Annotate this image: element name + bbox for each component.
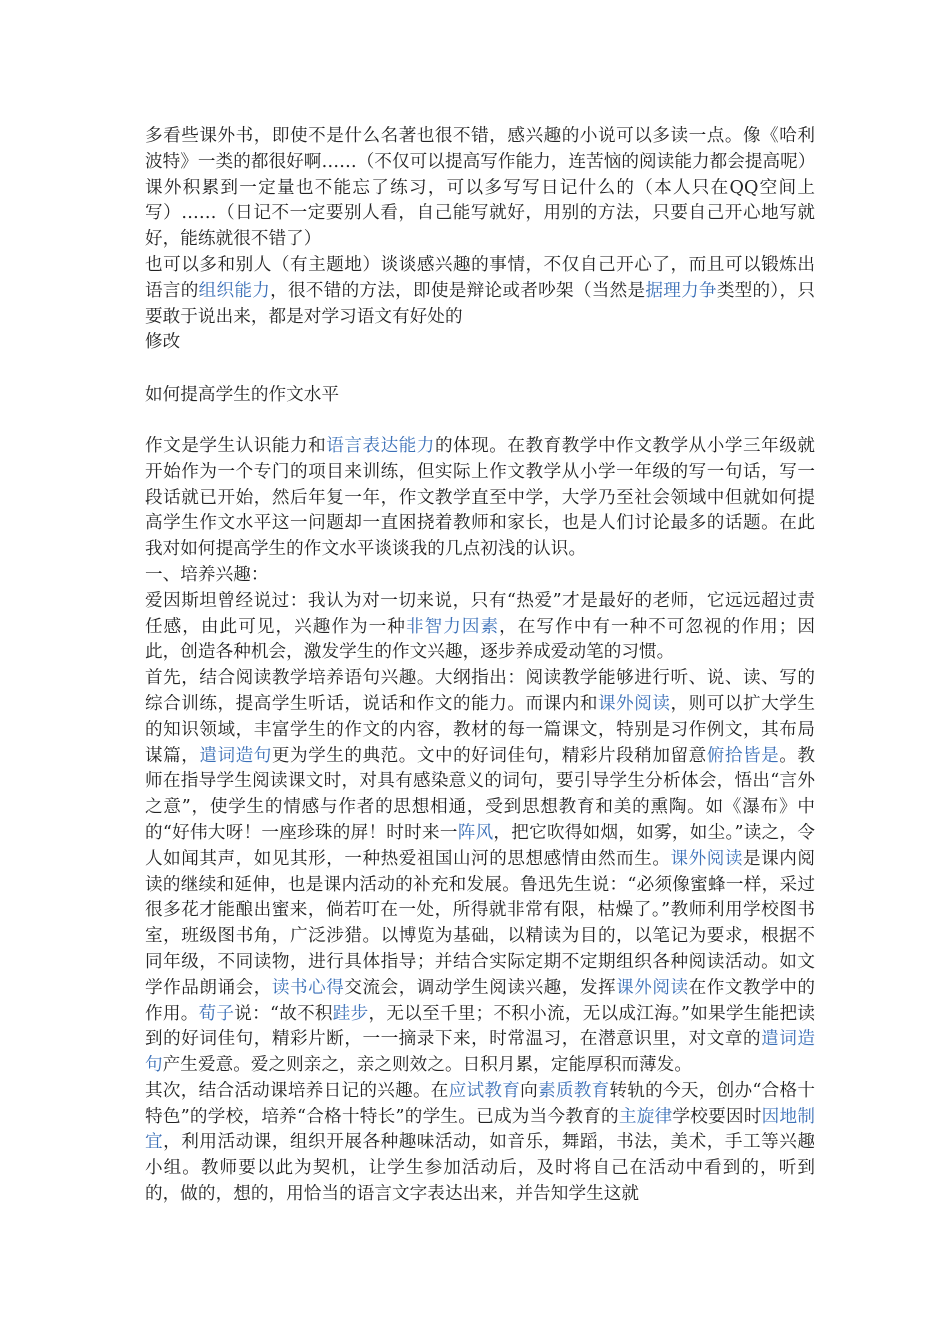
hyperlink[interactable]: 语言表达能力 [326,435,435,456]
hyperlink[interactable]: 遣词造句 [199,745,272,766]
text-run: 说：“故不积 [234,1003,333,1024]
text-run: 首先，结合阅读教学培养语句兴趣。大纲指出：阅读教学能够进行听、说、读、写的综合训练，提高学生听话，说话和作文的能力。而课内和 [145,668,815,714]
text-run: 更为学生的典范。文中的好词佳句，精彩片段稍加留意 [271,745,707,766]
text-run: ，则可以扩大学生的知识领域，丰富学生的作文的内容，教材的每一篇课文，特别是习作例文，其布局谋篇， [145,693,815,766]
text-run: 转轨的今天，创办“合格十特色”的学校，培养“合格十特长”的学生。已成为当今教育的 [145,1080,815,1127]
text-run: ，无以至千里；不积小流，无以成江海。”如果学生能把读到的好词佳句，精彩片断，一一摘录下来，时常温习，在潜意识里，对文章的 [145,1003,815,1050]
text-run: 产生爱意。爱之则亲之，亲之则效之。日积月累，定能厚积而薄发。 [162,1055,692,1076]
text-run: 一、培养兴趣： [145,564,269,585]
paragraph-intro [145,434,815,563]
text-run: 其次，结合活动课培养日记的兴趣。在 [145,1080,449,1101]
text-run: 在作文教学中的作用。 [145,977,815,1024]
text-run: 。教师在指导学生阅读课文时，对具有感染意义的词句，要引导学生分析体会，悟出“言外之意”，使学生的情感与作者的思想相通，受到思想教育和美的熏陶。如《瀑布》中的“好伟大呀！一座珍珠的屏！时时来一 [145,745,815,843]
hyperlink[interactable]: 据理力争 [645,280,717,301]
hyperlink[interactable]: 应试教育 [448,1080,521,1101]
hyperlink[interactable]: 主旋律 [618,1106,673,1127]
hyperlink[interactable]: 俯拾皆是 [706,745,780,766]
spacer [145,356,815,383]
paragraph-activity-diary [145,1079,815,1208]
paragraph-einstein-quote [145,589,815,666]
hyperlink[interactable]: 组织能力 [198,280,271,301]
hyperlink[interactable]: 因地制宜 [145,1106,815,1153]
hyperlink[interactable]: 课外阅读 [598,693,671,714]
text-run: 爱因斯坦曾经说过：我认为对一切来说，只有“热爱”才是最好的老师，它远远超过责任感，由此可见，兴趣作为一种 [145,590,815,637]
spacer [145,409,815,434]
paragraph-diary-advice [145,176,815,253]
hyperlink[interactable]: 非智力因素 [405,616,500,637]
text-run: ，很不错的方法，即使是辩论或者吵架（当然是 [270,280,646,301]
hyperlink[interactable]: 荀子 [198,1003,235,1024]
text-run: 是课内阅读的继续和延伸，也是课内活动的补充和发展。鲁迅先生说：“必须像蜜蜂一样，采过很多花才能酿出蜜来，倘若叮在一处，所得就非常有限，枯燥了。”教师利用学校图书室，班级图书角，广泛涉猎。以博览为基础，以精读为目的，以笔记为要求，根据不同年级，不同读物，进行具体指导；并结合实际定期不定期组织各种阅读活动。如文学作品朗诵会， [145,848,816,998]
hyperlink[interactable]: 遣词造句 [145,1029,815,1076]
paragraph-reading-teaching [145,666,815,1079]
text-run: ，把它吹得如烟，如雾，如尘。”读之，令人如闻其声，如见其形，一种热爱祖国山河的思想感情由然而生。 [145,822,815,869]
hyperlink[interactable]: 跬步 [332,1003,369,1024]
section-heading [145,563,815,589]
edit-label [145,330,815,356]
hyperlink[interactable]: 读书心得 [271,977,345,998]
text-run: 作文是学生认识能力和 [145,435,327,456]
text-run: 向 [520,1080,538,1101]
text-run: 类型的），只要敢于说出来，都是对学习语文有好处的 [145,280,815,327]
hyperlink[interactable]: 课外阅读 [616,977,689,998]
text-run: 修改 [145,332,181,353]
text-run: 交流会，调动学生阅读兴趣，发挥 [344,977,617,998]
hyperlink[interactable]: 阵风 [457,822,494,843]
paragraph-talking-advice [145,253,815,330]
article-title [145,383,815,409]
hyperlink[interactable]: 素质教育 [538,1080,610,1101]
text-run: 学校要因时 [672,1106,762,1127]
text-run: 的体现。在教育教学中作文教学从小学三年级就开始作为一个专门的项目来训练，但实际上作文教学从小学一年级的写一句话，写一段话就已开始，然后年复一年，作文教学直至中学，大学乃至社会领域中但就如何提高学生作文水平这一问题却一直困挠着教师和家长，也是人们讨论最多的话题。在此我对如何提高学生的作文水平谈谈我的几点初浅的认识。 [145,435,815,560]
paragraph-reading-advice [145,124,815,176]
text-run: ，在写作中有一种不可忽视的作用；因此，创造各种机会，激发学生的作文兴趣，逐步养成爱动笔的习惯。 [145,616,815,663]
text-run: ，利用活动课，组织开展各种趣味活动，如音乐，舞蹈，书法，美术，手工等兴趣小组。教师要以此为契机，让学生参加活动后，及时将自己在活动中看到的，听到的，做的，想的，用恰当的语言文字表达出来，并告知学生这就 [145,1132,815,1205]
hyperlink[interactable]: 课外阅读 [670,848,743,869]
text-run: 课外积累到一定量也不能忘了练习，可以多写写日记什么的（本人只在QQ空间上写）……（日记不一定要别人看，自己能写就好，用别的方法，只要自己开心地写就好，能练就很不错了） [145,177,815,250]
document-page [145,124,815,1208]
text-run: 也可以多和别人（有主题地）谈谈感兴趣的事情，不仅自己开心了，而且可以锻炼出语言的 [145,254,815,301]
text-run: 多看些课外书，即使不是什么名著也很不错，感兴趣的小说可以多读一点。像《哈利波特》一类的都很好啊……（不仅可以提高写作能力，连苦恼的阅读能力都会提高呢） [145,126,816,172]
text-run: 如何提高学生的作文水平 [145,385,340,406]
